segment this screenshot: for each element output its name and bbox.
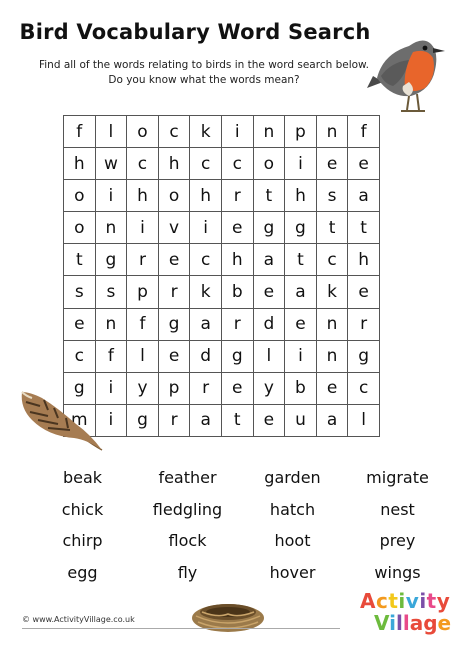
grid-cell: e: [317, 373, 349, 405]
instructions-line-1: Find all of the words relating to birds in the word search below.: [38, 59, 370, 71]
grid-cell: v: [159, 212, 191, 244]
grid-cell: t: [254, 180, 286, 212]
grid-cell: t: [222, 405, 254, 437]
grid-cell: i: [96, 180, 128, 212]
word-list-item: egg: [67, 562, 98, 582]
grid-cell: i: [285, 341, 317, 373]
logo-word-village: Village: [374, 611, 452, 635]
grid-cell: k: [190, 276, 222, 308]
grid-cell: r: [190, 373, 222, 405]
word-list-item: nest: [380, 499, 415, 519]
grid-cell: b: [285, 373, 317, 405]
grid-cell: t: [64, 244, 96, 276]
grid-cell: d: [190, 341, 222, 373]
grid-cell: s: [96, 276, 128, 308]
grid-cell: s: [64, 276, 96, 308]
word-list-item: feather: [158, 468, 217, 488]
grid-cell: o: [64, 180, 96, 212]
grid-cell: h: [222, 244, 254, 276]
grid-cell: l: [254, 341, 286, 373]
grid-cell: r: [348, 309, 380, 341]
grid-cell: i: [127, 212, 159, 244]
footer-divider: [22, 628, 340, 629]
grid-cell: l: [96, 116, 128, 148]
grid-cell: e: [317, 148, 349, 180]
grid-cell: w: [96, 148, 128, 180]
grid-cell: g: [254, 212, 286, 244]
grid-cell: n: [317, 341, 349, 373]
grid-cell: t: [317, 212, 349, 244]
grid-cell: c: [348, 373, 380, 405]
word-list-item: wings: [374, 562, 421, 582]
grid-cell: e: [285, 309, 317, 341]
grid-cell: o: [64, 212, 96, 244]
word-list-item: hatch: [269, 499, 316, 519]
word-list-item: chirp: [62, 531, 103, 551]
grid-cell: n: [96, 309, 128, 341]
grid-cell: e: [254, 276, 286, 308]
grid-cell: e: [159, 341, 191, 373]
grid-cell: a: [285, 276, 317, 308]
grid-cell: a: [317, 405, 349, 437]
logo-word-activity: Activity: [360, 589, 451, 613]
grid-cell: e: [254, 405, 286, 437]
word-list-item: migrate: [366, 468, 429, 488]
word-search-grid: [63, 115, 380, 437]
grid-cell: c: [317, 244, 349, 276]
grid-cell: f: [348, 116, 380, 148]
grid-cell: r: [222, 309, 254, 341]
word-list-item: prey: [379, 531, 416, 551]
grid-cell: b: [222, 276, 254, 308]
grid-cell: o: [159, 180, 191, 212]
grid-cell: h: [159, 148, 191, 180]
grid-cell: c: [190, 148, 222, 180]
grid-cell: g: [348, 341, 380, 373]
grid-cell: c: [190, 244, 222, 276]
grid-cell: g: [222, 341, 254, 373]
grid-cell: e: [222, 212, 254, 244]
grid-cell: c: [222, 148, 254, 180]
grid-cell: e: [348, 276, 380, 308]
word-list-item: flock: [168, 531, 207, 551]
grid-cell: i: [285, 148, 317, 180]
grid-cell: i: [96, 373, 128, 405]
grid-cell: e: [348, 148, 380, 180]
grid-cell: c: [159, 116, 191, 148]
grid-cell: i: [190, 212, 222, 244]
grid-cell: r: [222, 180, 254, 212]
grid-cell: k: [190, 116, 222, 148]
word-list-item: garden: [264, 468, 321, 488]
grid-cell: o: [254, 148, 286, 180]
grid-cell: n: [317, 309, 349, 341]
grid-cell: c: [127, 148, 159, 180]
grid-cell: a: [190, 405, 222, 437]
grid-cell: g: [159, 309, 191, 341]
grid-cell: f: [96, 341, 128, 373]
grid-cell: p: [159, 373, 191, 405]
grid-cell: t: [348, 212, 380, 244]
grid-cell: g: [285, 212, 317, 244]
word-list-item: fly: [177, 562, 198, 582]
grid-cell: h: [348, 244, 380, 276]
instructions-line-2: Do you know what the words mean?: [108, 74, 300, 86]
grid-cell: p: [127, 276, 159, 308]
grid-cell: a: [348, 180, 380, 212]
grid-cell: f: [64, 116, 96, 148]
robin-icon: [365, 18, 450, 118]
grid-cell: m: [64, 405, 96, 437]
grid-cell: i: [222, 116, 254, 148]
nest-icon: [188, 592, 268, 636]
word-list-item: fledgling: [152, 499, 223, 519]
grid-cell: h: [285, 180, 317, 212]
grid-cell: y: [127, 373, 159, 405]
grid-cell: h: [127, 180, 159, 212]
word-list-item: beak: [62, 468, 103, 488]
grid-cell: g: [64, 373, 96, 405]
grid-cell: h: [190, 180, 222, 212]
grid-cell: e: [64, 309, 96, 341]
grid-cell: r: [159, 276, 191, 308]
activity-village-logo: [360, 590, 450, 640]
grid-cell: l: [348, 405, 380, 437]
word-list: [30, 462, 450, 588]
grid-cell: h: [64, 148, 96, 180]
grid-cell: e: [159, 244, 191, 276]
grid-cell: g: [96, 244, 128, 276]
grid-cell: r: [127, 244, 159, 276]
word-list-item: hoot: [274, 531, 311, 551]
grid-cell: s: [317, 180, 349, 212]
word-list-item: hover: [269, 562, 316, 582]
grid-cell: r: [159, 405, 191, 437]
grid-cell: c: [64, 341, 96, 373]
grid-cell: d: [254, 309, 286, 341]
grid-cell: t: [285, 244, 317, 276]
grid-cell: u: [285, 405, 317, 437]
grid-cell: n: [317, 116, 349, 148]
grid-cell: y: [254, 373, 286, 405]
grid-cell: k: [317, 276, 349, 308]
copyright-text: © www.ActivityVillage.co.uk: [22, 615, 135, 624]
grid-cell: a: [190, 309, 222, 341]
feather-icon: [18, 388, 108, 458]
page-title: Bird Vocabulary Word Search: [19, 20, 371, 44]
grid-cell: o: [127, 116, 159, 148]
grid-cell: n: [254, 116, 286, 148]
grid-cell: i: [96, 405, 128, 437]
grid-cell: p: [285, 116, 317, 148]
word-list-item: chick: [61, 499, 104, 519]
grid-cell: l: [127, 341, 159, 373]
grid-cell: e: [222, 373, 254, 405]
grid-cell: a: [254, 244, 286, 276]
instructions: [18, 58, 390, 88]
grid-cell: f: [127, 309, 159, 341]
grid-cell: n: [96, 212, 128, 244]
grid-cell: g: [127, 405, 159, 437]
